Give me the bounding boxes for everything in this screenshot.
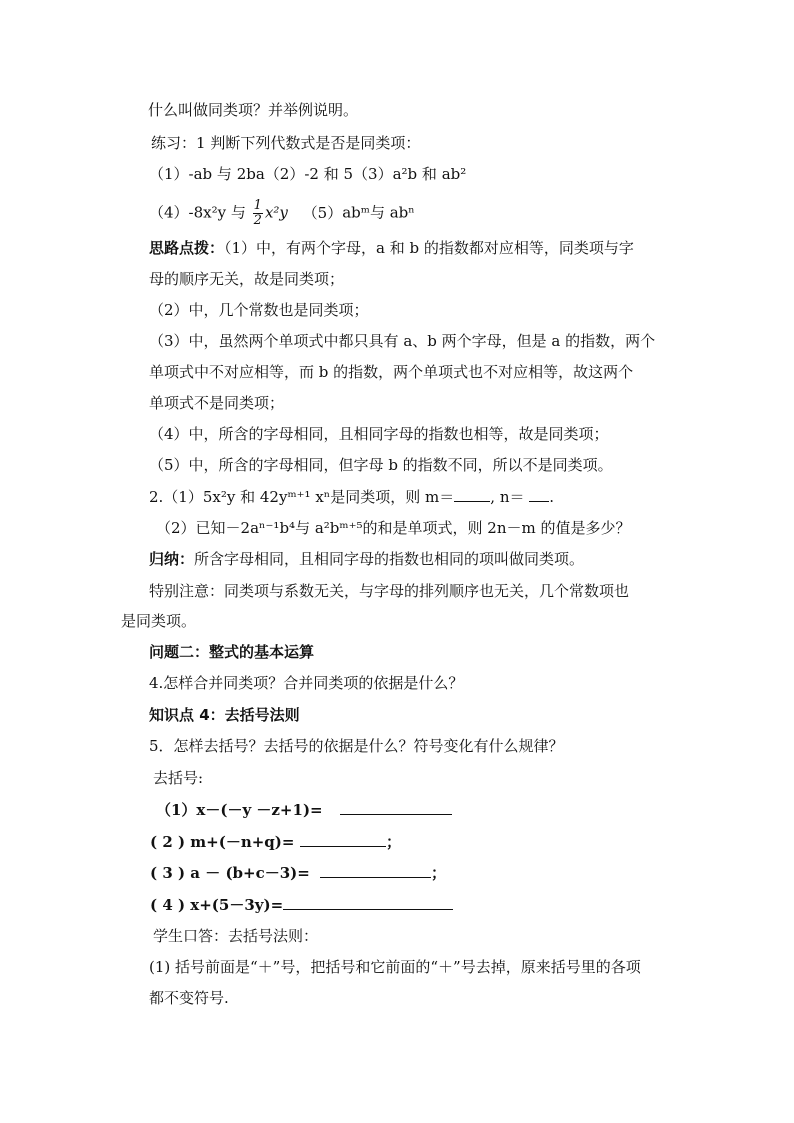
practice-row-2 [149, 199, 415, 228]
item-1-expression: -ab 与 2ba [188, 165, 265, 183]
hint-line-1 [149, 237, 634, 259]
exercise-2-expression: ( 2 ) m+(－n+q)= [150, 833, 295, 851]
hint-label: 思路点拨： [149, 239, 225, 257]
question-5: 5．怎样去括号？去括号的依据是什么？符号变化有什么规律？ [149, 737, 564, 755]
item-2-number: （2） [264, 165, 305, 183]
hint-line-6: 单项式不是同类项； [149, 394, 285, 412]
fraction-denominator: 2 [253, 213, 262, 228]
problem-2-heading: 问题二：整式的基本运算 [149, 643, 315, 661]
practice-row-1 [149, 163, 466, 185]
exercise-row-1 [156, 799, 452, 821]
hint-line-1-text: （1）中，有两个字母，a 和 b 的指数都对应相等，同类项与字 [224, 239, 634, 257]
item-1-number: （1） [149, 165, 189, 183]
answer-blank-2[interactable] [300, 831, 386, 847]
exercise-row-2 [150, 831, 401, 853]
note-line-2: 是同类项。 [121, 612, 197, 630]
hint-line-7: （4）中，所含的字母相同，且相同字母的指数也相等，故是同类项； [149, 425, 609, 443]
exercise-3-tail: ； [431, 864, 447, 882]
rule-line-1: (1) 括号前面是“＋”号，把括号和它前面的“＋”号去掉，原来括号里的各项 [149, 958, 641, 976]
practice-heading [151, 132, 420, 154]
hint-line-4: （3）中，虽然两个单项式中都只具有 a、b 两个字母，但是 a 的指数，两个 [149, 332, 656, 350]
hint-line-5: 单项式中不对应相等，而 b 的指数，两个单项式也不对应相等，故这两个 [149, 363, 634, 381]
answer-blank-3[interactable] [320, 862, 431, 878]
knowledge-point-4: 知识点 4：去括号法则 [149, 706, 300, 724]
item-4-expression: -8x²y 与 [188, 203, 246, 222]
exercise-2-part-1: 2.（1）5x²y 和 42yᵐ⁺¹ xⁿ是同类项，则 m＝ [149, 488, 455, 506]
rule-line-2: 都不变符号. [149, 989, 229, 1007]
summary-label: 归纳： [149, 550, 195, 568]
item-5-expression: abᵐ与 abⁿ [342, 203, 415, 222]
hint-line-8: （5）中，所含的字母相同，但字母 b 的指数不同，所以不是同类项。 [149, 456, 613, 474]
exercise-2-line-1 [149, 486, 554, 508]
question-intro: 什么叫做同类项？并举例说明。 [148, 101, 359, 119]
item-4-number: （4） [149, 203, 189, 222]
note-line-1: 特别注意：同类项与系数无关，与字母的排列顺序也无关，几个常数项也 [149, 582, 630, 600]
exercise-2-tail: ； [386, 833, 402, 851]
question-4: 4.怎样合并同类项？合并同类项的依据是什么？ [149, 674, 464, 692]
student-answer-label: 学生口答：去括号法则： [153, 927, 319, 945]
item-2-expression: -2 和 5 [304, 165, 354, 183]
remove-brackets-label: 去括号: [153, 769, 204, 787]
practice-label: 练习： [151, 134, 197, 152]
item-4-term: x²y [264, 203, 288, 222]
exercise-3-expression: ( 3 ) a － (b+c－3)= [150, 864, 310, 882]
hint-line-2: 母的顺序无关，故是同类项； [149, 270, 345, 288]
hint-line-3: （2）中，几个常数也是同类项； [149, 301, 369, 319]
fraction-numerator: 1 [253, 198, 262, 213]
item-3-expression: a²b 和 ab² [392, 165, 467, 183]
summary-text: 所含字母相同，且相同字母的指数也相同的项叫做同类项。 [194, 550, 585, 568]
summary-line [149, 548, 584, 570]
practice-title: 1 判断下列代数式是否是同类项： [196, 134, 421, 152]
exercise-4-expression: ( 4 ) x+(5－3y)= [150, 896, 284, 914]
answer-blank-m[interactable] [454, 486, 490, 502]
answer-blank-n[interactable] [529, 486, 549, 502]
exercise-2-line-2: （2）已知－2aⁿ⁻¹b⁴与 a²bᵐ⁺⁵的和是单项式，则 2n－m 的值是多少？ [156, 519, 631, 537]
fraction-one-half [253, 199, 263, 228]
item-3-number: （3） [353, 165, 393, 183]
answer-blank-4[interactable] [283, 894, 453, 910]
exercise-row-4 [150, 894, 453, 916]
item-5-number: （5） [302, 203, 343, 222]
exercise-1-expression: （1）x－(－y －z+1)= [156, 801, 323, 819]
exercise-2-n-label: , n＝ [490, 488, 525, 506]
exercise-row-3 [150, 862, 446, 884]
answer-blank-1[interactable] [340, 799, 452, 815]
exercise-2-period: . [549, 488, 555, 506]
